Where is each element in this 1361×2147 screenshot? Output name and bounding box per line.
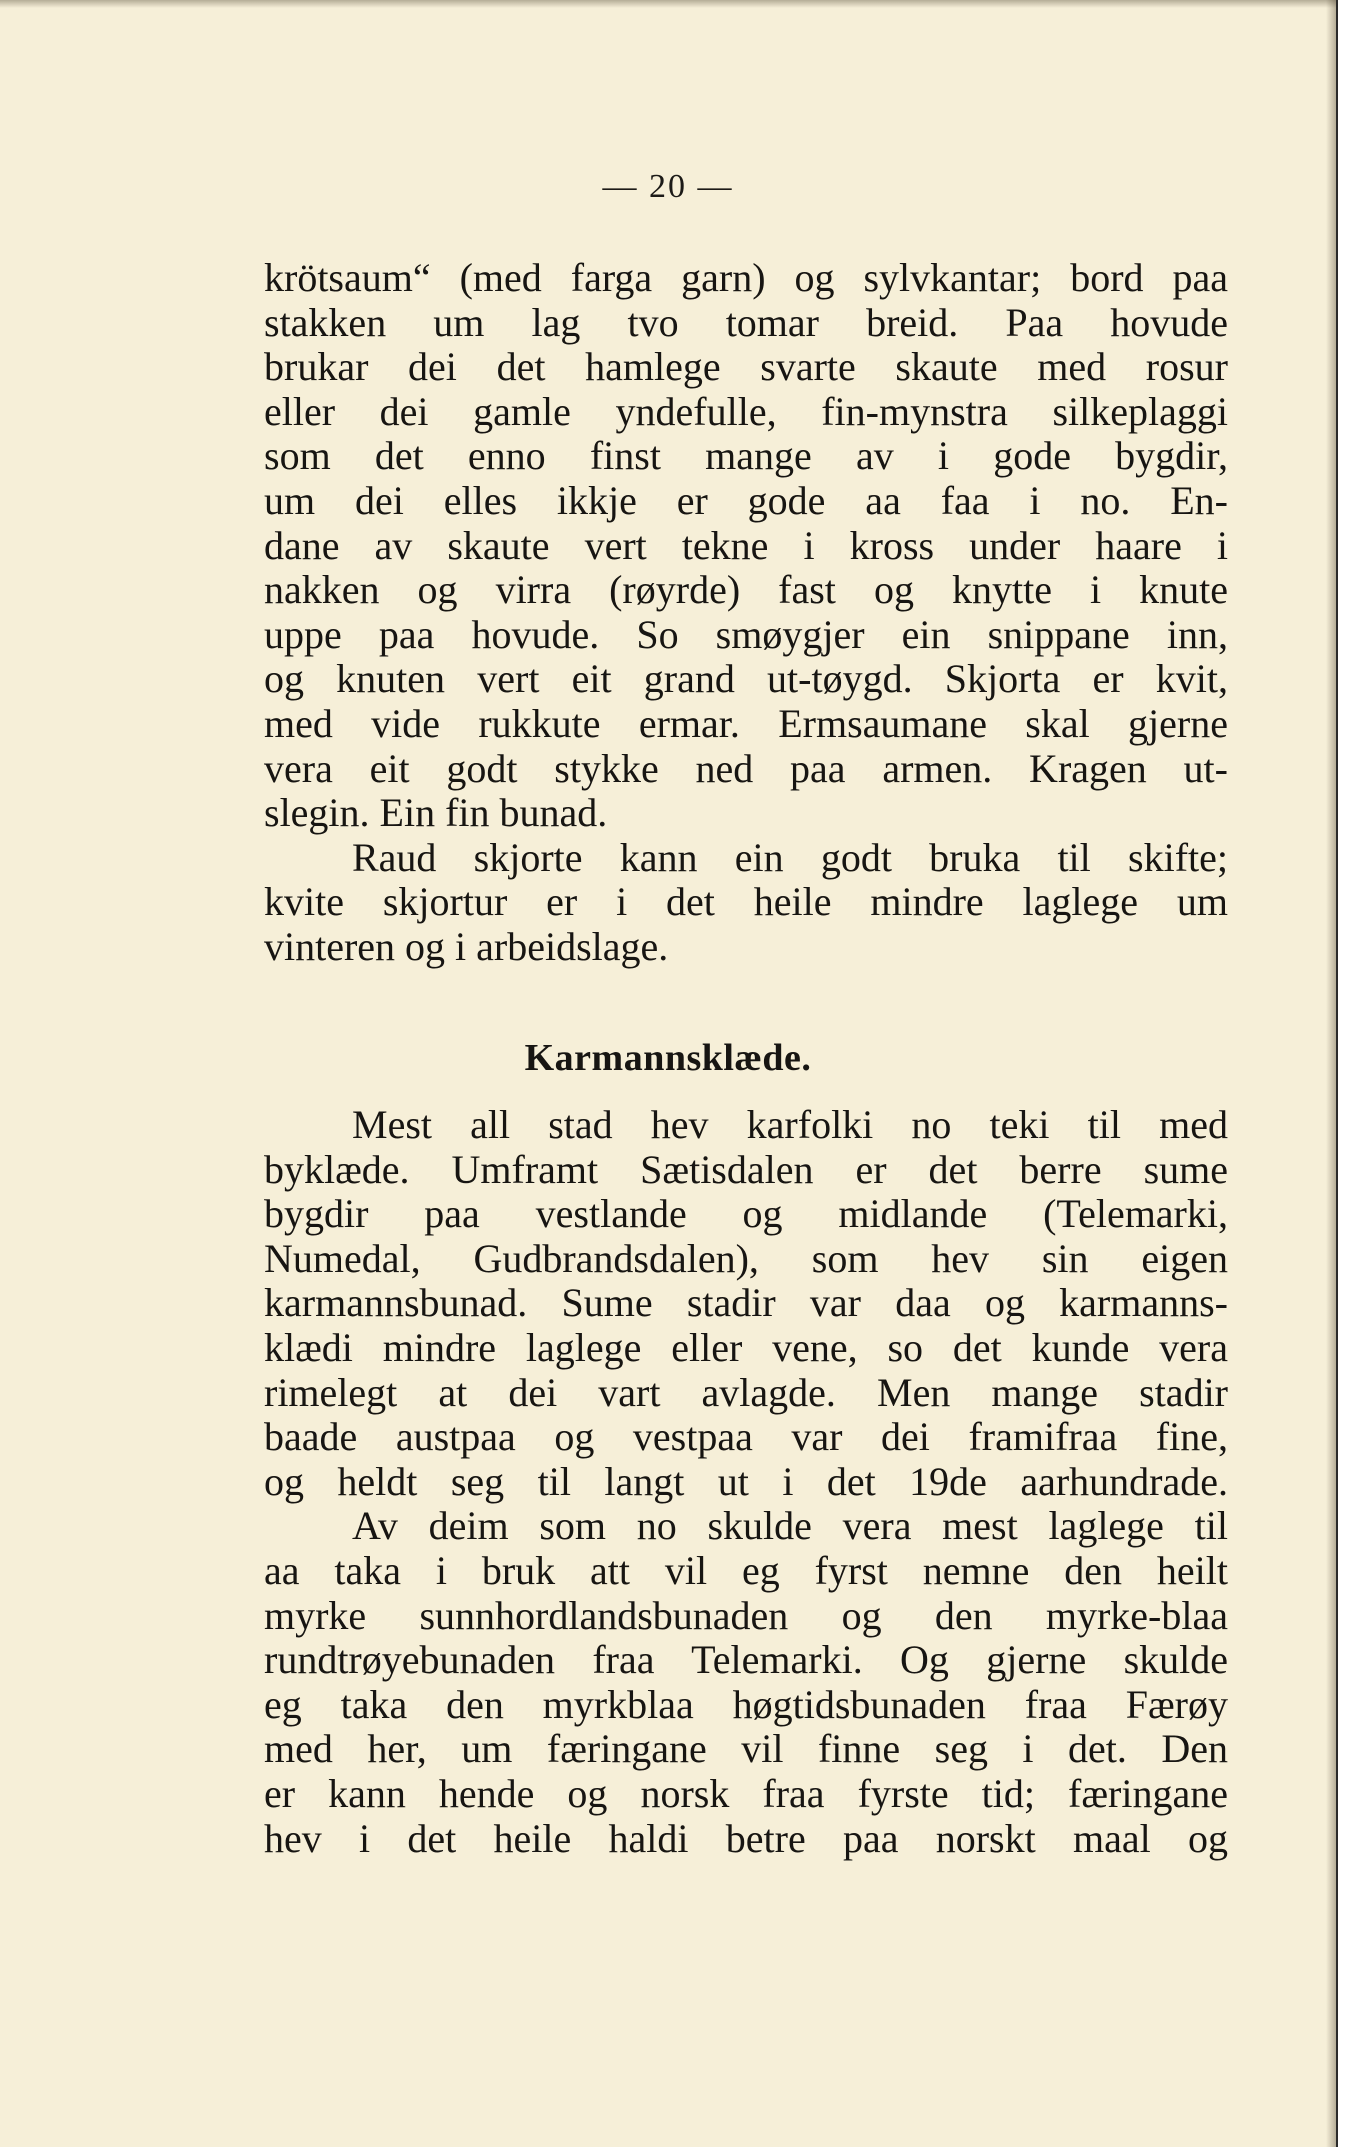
text-line: med vide rukkute ermar. Ermsaumane skal gjerne: [264, 700, 1228, 746]
text-line: eller dei gamle yndefulle, fin-mynstra silkeplaggi: [264, 388, 1228, 434]
text-line: rimelegt at dei vart avlagde. Men mange stadir: [264, 1369, 1228, 1415]
section-heading: Karmannsklæde.: [524, 1037, 812, 1079]
text-line: bygdir paa vestlande og midlande (Telemarki,: [264, 1191, 1228, 1237]
text-line: vinteren og i arbeidslage.: [264, 923, 669, 969]
text-line: Mest all stad hev karfolki no teki til med: [352, 1102, 1228, 1147]
text-line: kvite skjortur er i det heile mindre laglege um: [264, 879, 1228, 925]
text-line: som det enno finst mange av i gode bygdir,: [264, 433, 1228, 479]
text-line: Av deim som no skulde vera mest laglege til: [352, 1503, 1228, 1549]
text-line: aa taka i bruk att vil eg fyrst nemne den heilt: [264, 1547, 1228, 1593]
text-line: med her, um færingane vil finne seg i det. Den: [264, 1726, 1228, 1772]
text-line: vera eit godt stykke ned paa armen. Kragen ut-: [264, 745, 1228, 791]
text-line: Numedal, Gudbrandsdalen), som hev sin eigen: [264, 1235, 1228, 1281]
text-line: rundtrøyebunaden fraa Telemarki. Og gjerne skulde: [264, 1637, 1228, 1683]
text-line: baade austpaa og vestpaa var dei framifraa fine,: [264, 1414, 1228, 1460]
text-line: hev i det heile haldi betre paa norskt maal og: [264, 1815, 1228, 1861]
text-line: myrke sunnhordlandsbunaden og den myrke-blaa: [264, 1592, 1228, 1638]
text-line: er kann hende og norsk fraa fyrste tid; færingane: [264, 1770, 1228, 1816]
text-line: um dei elles ikkje er gode aa faa i no. En-: [264, 477, 1228, 523]
text-line: nakken og virra (røyrde) fast og knytte i knute: [264, 567, 1228, 613]
text-line: og knuten vert eit grand ut-tøygd. Skjorta er kvit,: [264, 656, 1228, 702]
text-line: krötsaum“ (med farga garn) og sylvkantar; bord paa: [264, 255, 1228, 300]
text-line: karmannsbunad. Sume stadir var daa og karmanns-: [264, 1280, 1228, 1326]
scan-margin: [1336, 0, 1361, 2147]
text-line: brukar dei det hamlege svarte skaute med rosur: [264, 344, 1228, 390]
text-line: klædi mindre laglege eller vene, so det kunde vera: [264, 1324, 1228, 1370]
text-line: slegin. Ein fin bunad.: [264, 790, 608, 836]
text-line: dane av skaute vert tekne i kross under haare i: [264, 522, 1228, 568]
text-line: eg taka den myrkblaa høgtidsbunaden fraa Færøy: [264, 1681, 1228, 1727]
page-number: — 20 —: [602, 168, 734, 205]
section-1-text: [264, 256, 1228, 970]
text-line: uppe paa hovude. So smøygjer ein snippane inn,: [264, 611, 1228, 657]
text-line: Raud skjorte kann ein godt bruka til skifte;: [352, 834, 1228, 880]
page-top-shadow: [0, 0, 1336, 8]
text-line: og heldt seg til langt ut i det 19de aarhundrade.: [264, 1458, 1228, 1504]
text-line: byklæde. Umframt Sætisdalen er det berre sume: [264, 1146, 1228, 1192]
section-2-text: [264, 1103, 1228, 1861]
text-line: stakken um lag tvo tomar breid. Paa hovude: [264, 299, 1228, 345]
